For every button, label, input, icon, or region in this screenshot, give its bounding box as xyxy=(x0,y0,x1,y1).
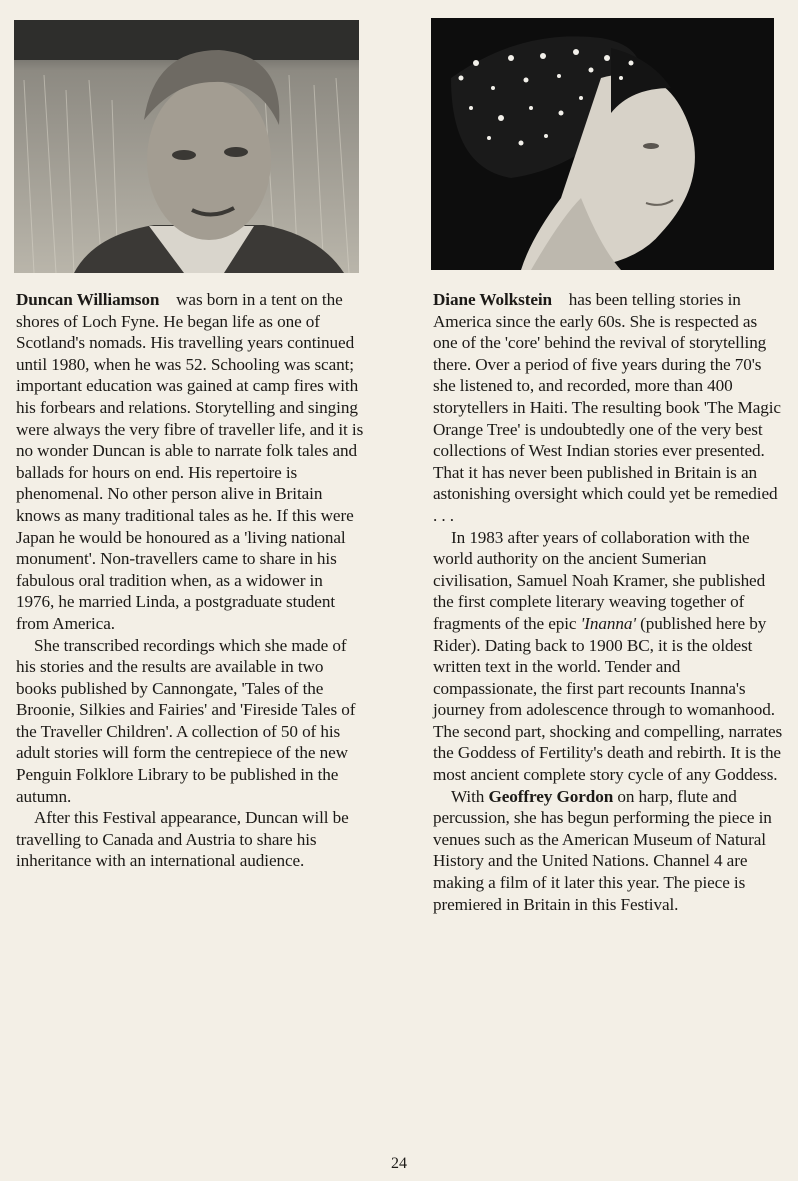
duncan-paragraph-2: She transcribed recordings which she made of his stories and the results are available in two books published by Cannongate, 'Tales of the Broonie, Silkies and Fairies' and 'Fireside Tales of the Traveller Children'. A collection of 50 of his adult stories will form the centrepiece of the new Penguin Folklore Library to be published in the autumn. xyxy=(16,635,356,806)
diane-paragraph-2-text-a: In 1983 after years of collaboration with the world authority on the ancient Sumerian civilisation, Samuel Noah Kramer, she published the first complete literary weaving together of fragments of the epic xyxy=(433,527,766,633)
diane-paragraph-2 xyxy=(433,527,783,786)
duncan-paragraph-3: After this Festival appearance, Duncan will be travelling to Canada and Austria to share his inheritance with an international audience. xyxy=(16,808,349,871)
duncan-paragraph-1 xyxy=(16,289,364,635)
diane-paragraph-3-text-b: on harp, flute and percussion, she has begun performing the piece in venues such as the American Museum of Natural History and the United Nations. Channel 4 are making a film of it later this year. The piece is premiered in Britain in this Festival. xyxy=(433,786,772,914)
diane-paragraph-3-text-a: With xyxy=(451,786,489,806)
inanna-title: 'Inanna' xyxy=(580,613,636,633)
geoffrey-gordon-name: Geoffrey Gordon xyxy=(488,786,614,806)
diane-paragraph-3 xyxy=(433,786,783,916)
diane-name: Diane Wolkstein xyxy=(433,290,552,309)
duncan-paragraph-1-text: was born in a tent on the shores of Loch Fyne. He began life as one of Scotland's nomads. His travelling years continued until 1980, when he was 52. Schooling was scant; important education was gained at camp fires with his forbears and relations. Storytelling and singing were always the very fibre of traveller life, and it is no wonder Duncan is able to narrate folk tales and ballads for hours on end. His repertoire is phenomenal. No other person alive in Britain knows as many traditional tales as he. If this were Japan he would be honoured as a 'living national monument'. Non-travellers came to share in his fabulous oral tradition when, as a widower in 1976, he married Linda, a postgraduate student from America. xyxy=(16,290,364,633)
duncan-williamson-column xyxy=(16,289,364,872)
diane-paragraph-1 xyxy=(433,289,783,527)
page-number: 24 xyxy=(391,1155,407,1172)
diane-wolkstein-photo xyxy=(431,18,774,270)
diane-wolkstein-column xyxy=(433,289,783,915)
diane-paragraph-2-text-b: (published here by Rider). Dating back to 1900 BC, it is the oldest written text in the world. Tender and compassionate, the first part recounts Inanna's journey from adolescence through to womanhood. The second part, shocking and compelling, narrates the Goddess of Fertility's death and rebirth. It is the most ancient complete story cycle of any Goddess. xyxy=(433,613,783,785)
diane-paragraph-1-text: has been telling stories in America since the early 60s. She is respected as one of the 'core' behind the revival of storytelling there. Over a period of five years during the 70's she listened to, and recorded, more than 400 storytellers in Haiti. The resulting book 'The Magic Orange Tree' is undoubtedly one of the very best collections of West Indian stories ever presented. That it has never been published in Britain is an astonishing oversight which could yet be remedied . . . xyxy=(433,290,781,525)
duncan-williamson-photo xyxy=(14,20,359,273)
duncan-name: Duncan Williamson xyxy=(16,290,160,309)
